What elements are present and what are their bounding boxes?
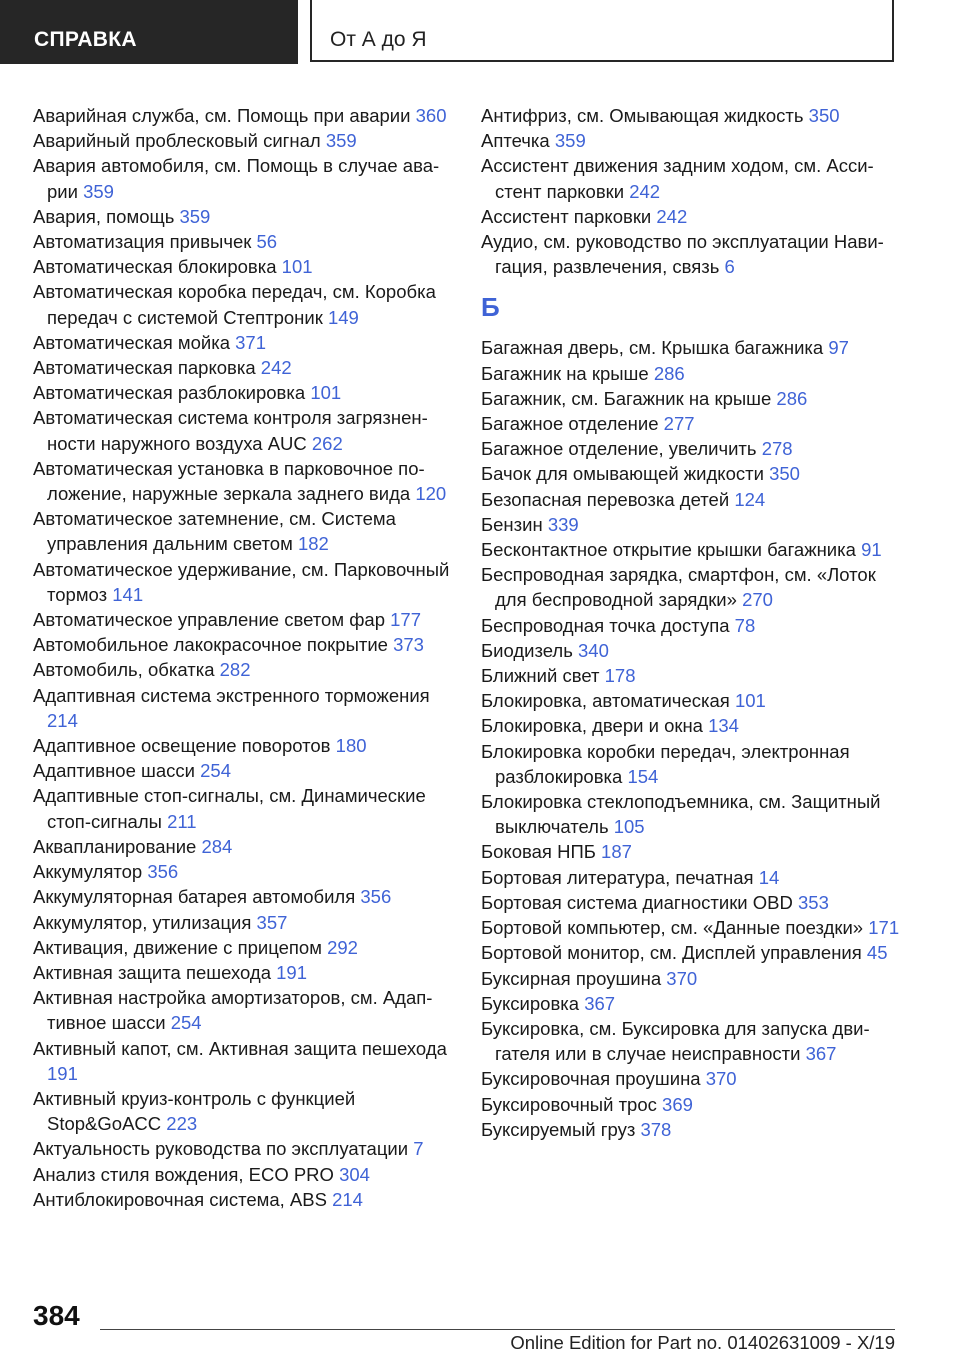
index-entry — [481, 1117, 901, 1142]
index-entry-text: Автоматическая система контроля загрязненности наружного воздуха AUC — [33, 407, 428, 454]
index-entry-text: Автомобильное лакокрасочное покрытие — [33, 634, 394, 656]
index-entry — [33, 103, 453, 128]
index-entry-text: Ассистент парковки — [481, 205, 657, 227]
index-entry-text: Бесконтактное открытие крышки багажника — [481, 539, 862, 561]
index-entry-page-link[interactable]: 149 — [327, 306, 359, 328]
index-entry-page-link[interactable]: 187 — [601, 841, 632, 863]
index-entry-page-link[interactable]: 370 — [705, 1068, 737, 1090]
index-entry — [33, 557, 453, 607]
index-entry — [481, 1092, 901, 1117]
index-entry-page-link[interactable]: 45 — [866, 942, 888, 964]
index-entry — [481, 128, 901, 153]
footer-divider — [100, 1329, 895, 1330]
index-entry-text: Активная настройка амортизаторов, см. Адаптивное шасси — [33, 987, 433, 1034]
index-entry-text: Буксировка, см. Буксировка для запуска двигателя или в случае неисправности — [481, 1017, 870, 1065]
index-entry — [481, 915, 901, 940]
index-entry — [481, 153, 901, 203]
index-entry — [481, 789, 901, 839]
index-entry — [33, 405, 453, 455]
index-entry-page-link[interactable]: 141 — [112, 583, 144, 605]
index-entry — [33, 204, 453, 229]
index-entry-page-link[interactable]: 242 — [260, 357, 292, 379]
index-entry-text: Буксировка — [481, 992, 585, 1014]
index-entry-page-link[interactable]: 223 — [166, 1113, 198, 1135]
index-entry-text: Багажное отделение, увеличить — [481, 438, 762, 460]
index-entry-page-link[interactable]: 6 — [724, 256, 735, 278]
index-entry-page-link[interactable]: 171 — [868, 917, 900, 939]
index-entry — [33, 153, 453, 203]
index-entry — [33, 1036, 453, 1086]
index-entry — [481, 839, 901, 864]
index-entry-page-link[interactable]: 211 — [167, 810, 197, 832]
index-entry-text: Активация, движение с прицепом — [33, 936, 328, 958]
index-entry — [481, 890, 901, 915]
index-entry-text: Безопасная перевозка детей — [481, 488, 735, 510]
index-entry-text: Аквапланирование — [33, 835, 202, 857]
index-entry-page-link[interactable]: 367 — [584, 992, 616, 1014]
index-entry — [33, 683, 453, 733]
index-entry — [481, 688, 901, 713]
index-entry-page-link[interactable]: 378 — [640, 1118, 672, 1140]
index-entry-text: Бортовой компьютер, см. «Данные поездки» — [481, 917, 869, 939]
index-entry-page-link[interactable]: 370 — [666, 967, 698, 989]
index-entry — [33, 834, 453, 859]
index-entry-text: Анализ стиля вождения, ECO PRO — [33, 1163, 340, 1185]
index-entry — [33, 380, 453, 405]
index-entry — [33, 1136, 453, 1161]
page-number: 384 — [33, 1300, 80, 1331]
index-entry-text: Автоматизация привычек — [33, 231, 257, 253]
index-entry — [33, 859, 453, 884]
index-entry-page-link[interactable]: 191 — [276, 961, 308, 983]
index-entry-text: Бачок для омывающей жидкости — [481, 463, 770, 485]
index-entry-page-link[interactable]: 270 — [742, 589, 773, 611]
index-entry — [33, 884, 453, 909]
index-entry-text: Автоматическое удерживание, см. Парковочный тормоз — [33, 558, 450, 605]
index-entry-text: Автоматическая блокировка — [33, 256, 282, 278]
index-entry-page-link[interactable]: 359 — [554, 130, 586, 152]
index-entry-text: Авария автомобиля, см. Помощь в случае аварии — [33, 155, 440, 202]
index-entry-text: Автоматическое управление светом фар — [33, 609, 391, 631]
index-entry-text: Актуальность руководства по эксплуатации — [33, 1138, 414, 1160]
index-entry-page-link[interactable]: 371 — [235, 331, 266, 353]
index-entry-text: Аптечка — [481, 130, 555, 152]
index-entry — [33, 910, 453, 935]
index-entry — [481, 991, 901, 1016]
index-entry-page-link[interactable]: 105 — [613, 816, 645, 838]
index-entry-page-link[interactable]: 254 — [200, 760, 231, 782]
index-entry — [33, 279, 453, 329]
index-entry-page-link[interactable]: 262 — [311, 432, 343, 454]
index-entry-text: Автоматическая коробка передач, см. Коробка передач с системой Стептроник — [33, 281, 436, 328]
index-entry — [481, 1066, 901, 1091]
index-entry — [481, 940, 901, 965]
index-entry — [33, 456, 453, 506]
index-entry — [481, 103, 901, 128]
index-entry-page-link[interactable]: 369 — [662, 1093, 693, 1115]
index-entry-page-link[interactable]: 101 — [281, 256, 313, 278]
index-entry-text: Аудио, см. руководство по эксплуатации Навигация, развлечения, связь — [481, 231, 884, 278]
index-entry-page-link[interactable]: 154 — [627, 765, 659, 787]
index-entry-text: Блокировка стеклоподъемника, см. Защитный выключатель — [481, 791, 881, 838]
index-entry-page-link[interactable]: 284 — [201, 835, 233, 857]
index-entry-page-link[interactable]: 214 — [332, 1188, 363, 1210]
index-entry — [481, 386, 901, 411]
index-entry-page-link[interactable]: 277 — [663, 413, 695, 435]
index-entry-page-link[interactable]: 180 — [335, 735, 367, 757]
index-entry-text: Багажник, см. Багажник на крыше — [481, 387, 777, 409]
index-entry — [481, 713, 901, 738]
index-entry — [481, 739, 901, 789]
index-entry-page-link[interactable]: 286 — [776, 387, 808, 409]
header-section-tab — [0, 0, 298, 64]
index-entry-text: Багажное отделение — [481, 413, 664, 435]
index-entry-text: Блокировка коробки передач, электронная разблокировка — [481, 740, 850, 787]
index-entry-text: Бензин — [481, 513, 548, 535]
index-entry-text: Адаптивные стоп-сигналы, см. Динамические стоп-сигналы — [33, 785, 426, 832]
header-section-label: СПРАВКА — [34, 28, 137, 51]
index-entry-page-link[interactable]: 214 — [47, 709, 78, 731]
index-entry — [33, 355, 453, 380]
index-entry-page-link[interactable]: 359 — [179, 205, 211, 227]
index-entry-text: Автоматическое затемнение, см. Система управления дальним светом — [33, 508, 396, 555]
index-entry-page-link[interactable]: 56 — [256, 231, 278, 253]
index-entry — [481, 487, 901, 512]
index-entry-text: Автоматическая мойка — [33, 331, 236, 353]
index-entry — [481, 638, 901, 663]
index-entry-page-link[interactable]: 7 — [413, 1138, 424, 1160]
index-entry-text: Аккумулятор, утилизация — [33, 911, 257, 933]
index-entry-text: Антиблокировочная система, ABS — [33, 1188, 333, 1210]
index-entry-page-link[interactable]: 242 — [656, 205, 688, 227]
index-entry-text: Буксируемый груз — [481, 1118, 641, 1140]
index-entry-text: Аккумуляторная батарея автомобиля — [33, 886, 361, 908]
index-column-right — [481, 103, 901, 1142]
index-entry — [481, 966, 901, 991]
index-entry-text: Адаптивное шасси — [33, 760, 201, 782]
index-entry-page-link[interactable]: 278 — [761, 438, 793, 460]
index-entry — [33, 783, 453, 833]
index-entry-text: Бортовой монитор, см. Дисплей управления — [481, 942, 867, 964]
index-entry-page-link[interactable]: 101 — [734, 690, 766, 712]
index-entry — [33, 935, 453, 960]
index-entry-page-link[interactable]: 177 — [390, 609, 422, 631]
index-entry — [481, 436, 901, 461]
index-group-a-continued — [481, 103, 901, 279]
index-entry — [33, 229, 453, 254]
index-entry — [33, 254, 453, 279]
index-entry-page-link[interactable]: 182 — [297, 533, 329, 555]
index-entry-text: Беспроводная зарядка, смартфон, см. «Лоток для беспроводной зарядки» — [481, 564, 876, 611]
index-entry — [33, 632, 453, 657]
index-entry-page-link[interactable]: 350 — [769, 463, 800, 485]
index-entry-text: Блокировка, автоматическая — [481, 690, 735, 712]
index-entry-text: Ассистент движения задним ходом, см. Ассистент парковки — [481, 155, 874, 202]
index-entry-page-link[interactable]: 78 — [734, 614, 756, 636]
index-entry-page-link[interactable]: 282 — [219, 659, 251, 681]
index-entry-page-link[interactable]: 120 — [415, 483, 447, 505]
index-entry-text: Багажная дверь, см. Крышка багажника — [481, 337, 829, 359]
index-entry-text: Автомобиль, обкатка — [33, 659, 220, 681]
index-entry — [33, 960, 453, 985]
index-entry-text: Бортовая система диагностики OBD — [481, 891, 798, 913]
index-entry-text: Ближний свет — [481, 665, 605, 687]
index-entry-page-link[interactable]: 101 — [310, 382, 342, 404]
index-entry-text: Блокировка, двери и окна — [481, 715, 709, 737]
index-entry-text: Активный капот, см. Активная защита пешехода — [33, 1037, 447, 1059]
index-entry-text: Антифриз, см. Омывающая жидкость — [481, 105, 809, 126]
index-entry-page-link[interactable]: 286 — [653, 362, 685, 384]
index-entry-text: Авария, помощь — [33, 205, 180, 227]
index-entry — [33, 607, 453, 632]
index-entry-page-link[interactable]: 124 — [734, 488, 766, 510]
index-entry — [33, 128, 453, 153]
index-entry-text: Адаптивная система экстренного торможения — [33, 684, 430, 706]
index-entry-page-link[interactable]: 356 — [360, 886, 392, 908]
index-entry-page-link[interactable]: 350 — [808, 105, 840, 126]
index-entry-page-link[interactable]: 360 — [415, 105, 447, 126]
index-entry-text: Беспроводная точка доступа — [481, 614, 735, 636]
index-entry — [33, 733, 453, 758]
index-entry — [33, 1086, 453, 1136]
index-entry-text: Буксировочный трос — [481, 1093, 663, 1115]
header-subsection-label: От А до Я — [330, 28, 427, 51]
index-entry — [33, 985, 453, 1035]
index-entry — [33, 330, 453, 355]
index-entry-text: Буксировочная проушина — [481, 1068, 706, 1090]
index-letter-heading: Б — [481, 292, 500, 323]
index-entry — [481, 865, 901, 890]
index-entry-text: Аварийный проблесковый сигнал — [33, 130, 326, 152]
index-entry-page-link[interactable]: 340 — [578, 639, 609, 661]
index-column-left — [33, 103, 453, 1212]
index-entry-text: Автоматическая установка в парковочное положение, наружные зеркала заднего вида — [33, 457, 425, 505]
index-entry-page-link[interactable]: 357 — [256, 911, 288, 933]
index-entry-page-link[interactable]: 14 — [758, 866, 780, 888]
index-entry-page-link[interactable]: 304 — [339, 1163, 370, 1185]
index-entry-page-link[interactable]: 242 — [629, 180, 661, 202]
index-entry-text: Аккумулятор — [33, 861, 148, 883]
index-entry — [33, 657, 453, 682]
index-entry — [481, 1016, 901, 1066]
index-entry-page-link[interactable]: 134 — [708, 715, 739, 737]
index-group-b — [481, 335, 901, 1142]
index-entry — [33, 1162, 453, 1187]
index-entry-page-link[interactable]: 339 — [547, 513, 579, 535]
index-entry-text: Биодизель — [481, 639, 579, 661]
index-entry — [481, 229, 901, 279]
index-entry-page-link[interactable]: 191 — [47, 1062, 78, 1084]
index-entry — [481, 537, 901, 562]
index-entry — [481, 461, 901, 486]
index-entry — [33, 506, 453, 556]
index-entry-text: Автоматическая разблокировка — [33, 382, 311, 404]
index-entry — [481, 562, 901, 612]
index-entry-text: Адаптивное освещение поворотов — [33, 735, 336, 757]
index-entry-text: Активная защита пешехода — [33, 961, 277, 983]
index-entry — [481, 663, 901, 688]
index-entry — [481, 613, 901, 638]
index-entry — [481, 361, 901, 386]
index-entry-page-link[interactable]: 292 — [327, 936, 358, 958]
index-entry-page-link[interactable]: 356 — [147, 861, 179, 883]
index-entry-page-link[interactable]: 359 — [83, 180, 114, 202]
index-entry — [33, 1187, 453, 1212]
index-entry-text: Боковая НПБ — [481, 841, 602, 863]
index-entry-page-link[interactable]: 353 — [798, 891, 829, 913]
index-entry-page-link[interactable]: 254 — [170, 1012, 202, 1034]
index-entry — [481, 411, 901, 436]
index-entry-text: Автоматическая парковка — [33, 357, 261, 379]
index-entry-text: Буксирная проушина — [481, 967, 667, 989]
index-entry — [481, 204, 901, 229]
index-entry-text: Бортовая литература, печатная — [481, 866, 759, 888]
header-subsection-tab — [310, 0, 894, 62]
index-entry-page-link[interactable]: 178 — [604, 665, 636, 687]
index-entry — [33, 758, 453, 783]
index-entry-page-link[interactable]: 359 — [325, 130, 357, 152]
index-entry-page-link[interactable]: 367 — [805, 1043, 837, 1065]
index-entry-text: Аварийная служба, см. Помощь при аварии — [33, 105, 416, 126]
footer-edition: Online Edition for Part no. 01402631009 - X/19 — [510, 1332, 895, 1353]
index-entry-page-link[interactable]: 91 — [861, 539, 882, 561]
index-entry-page-link[interactable]: 97 — [828, 337, 849, 359]
index-entry-text: Активный круиз-контроль с функцией Stop&GoACC — [33, 1087, 356, 1135]
index-entry — [481, 512, 901, 537]
index-entry-page-link[interactable]: 373 — [393, 634, 424, 656]
index-entry — [481, 335, 901, 360]
index-entry-text: Багажник на крыше — [481, 362, 654, 384]
